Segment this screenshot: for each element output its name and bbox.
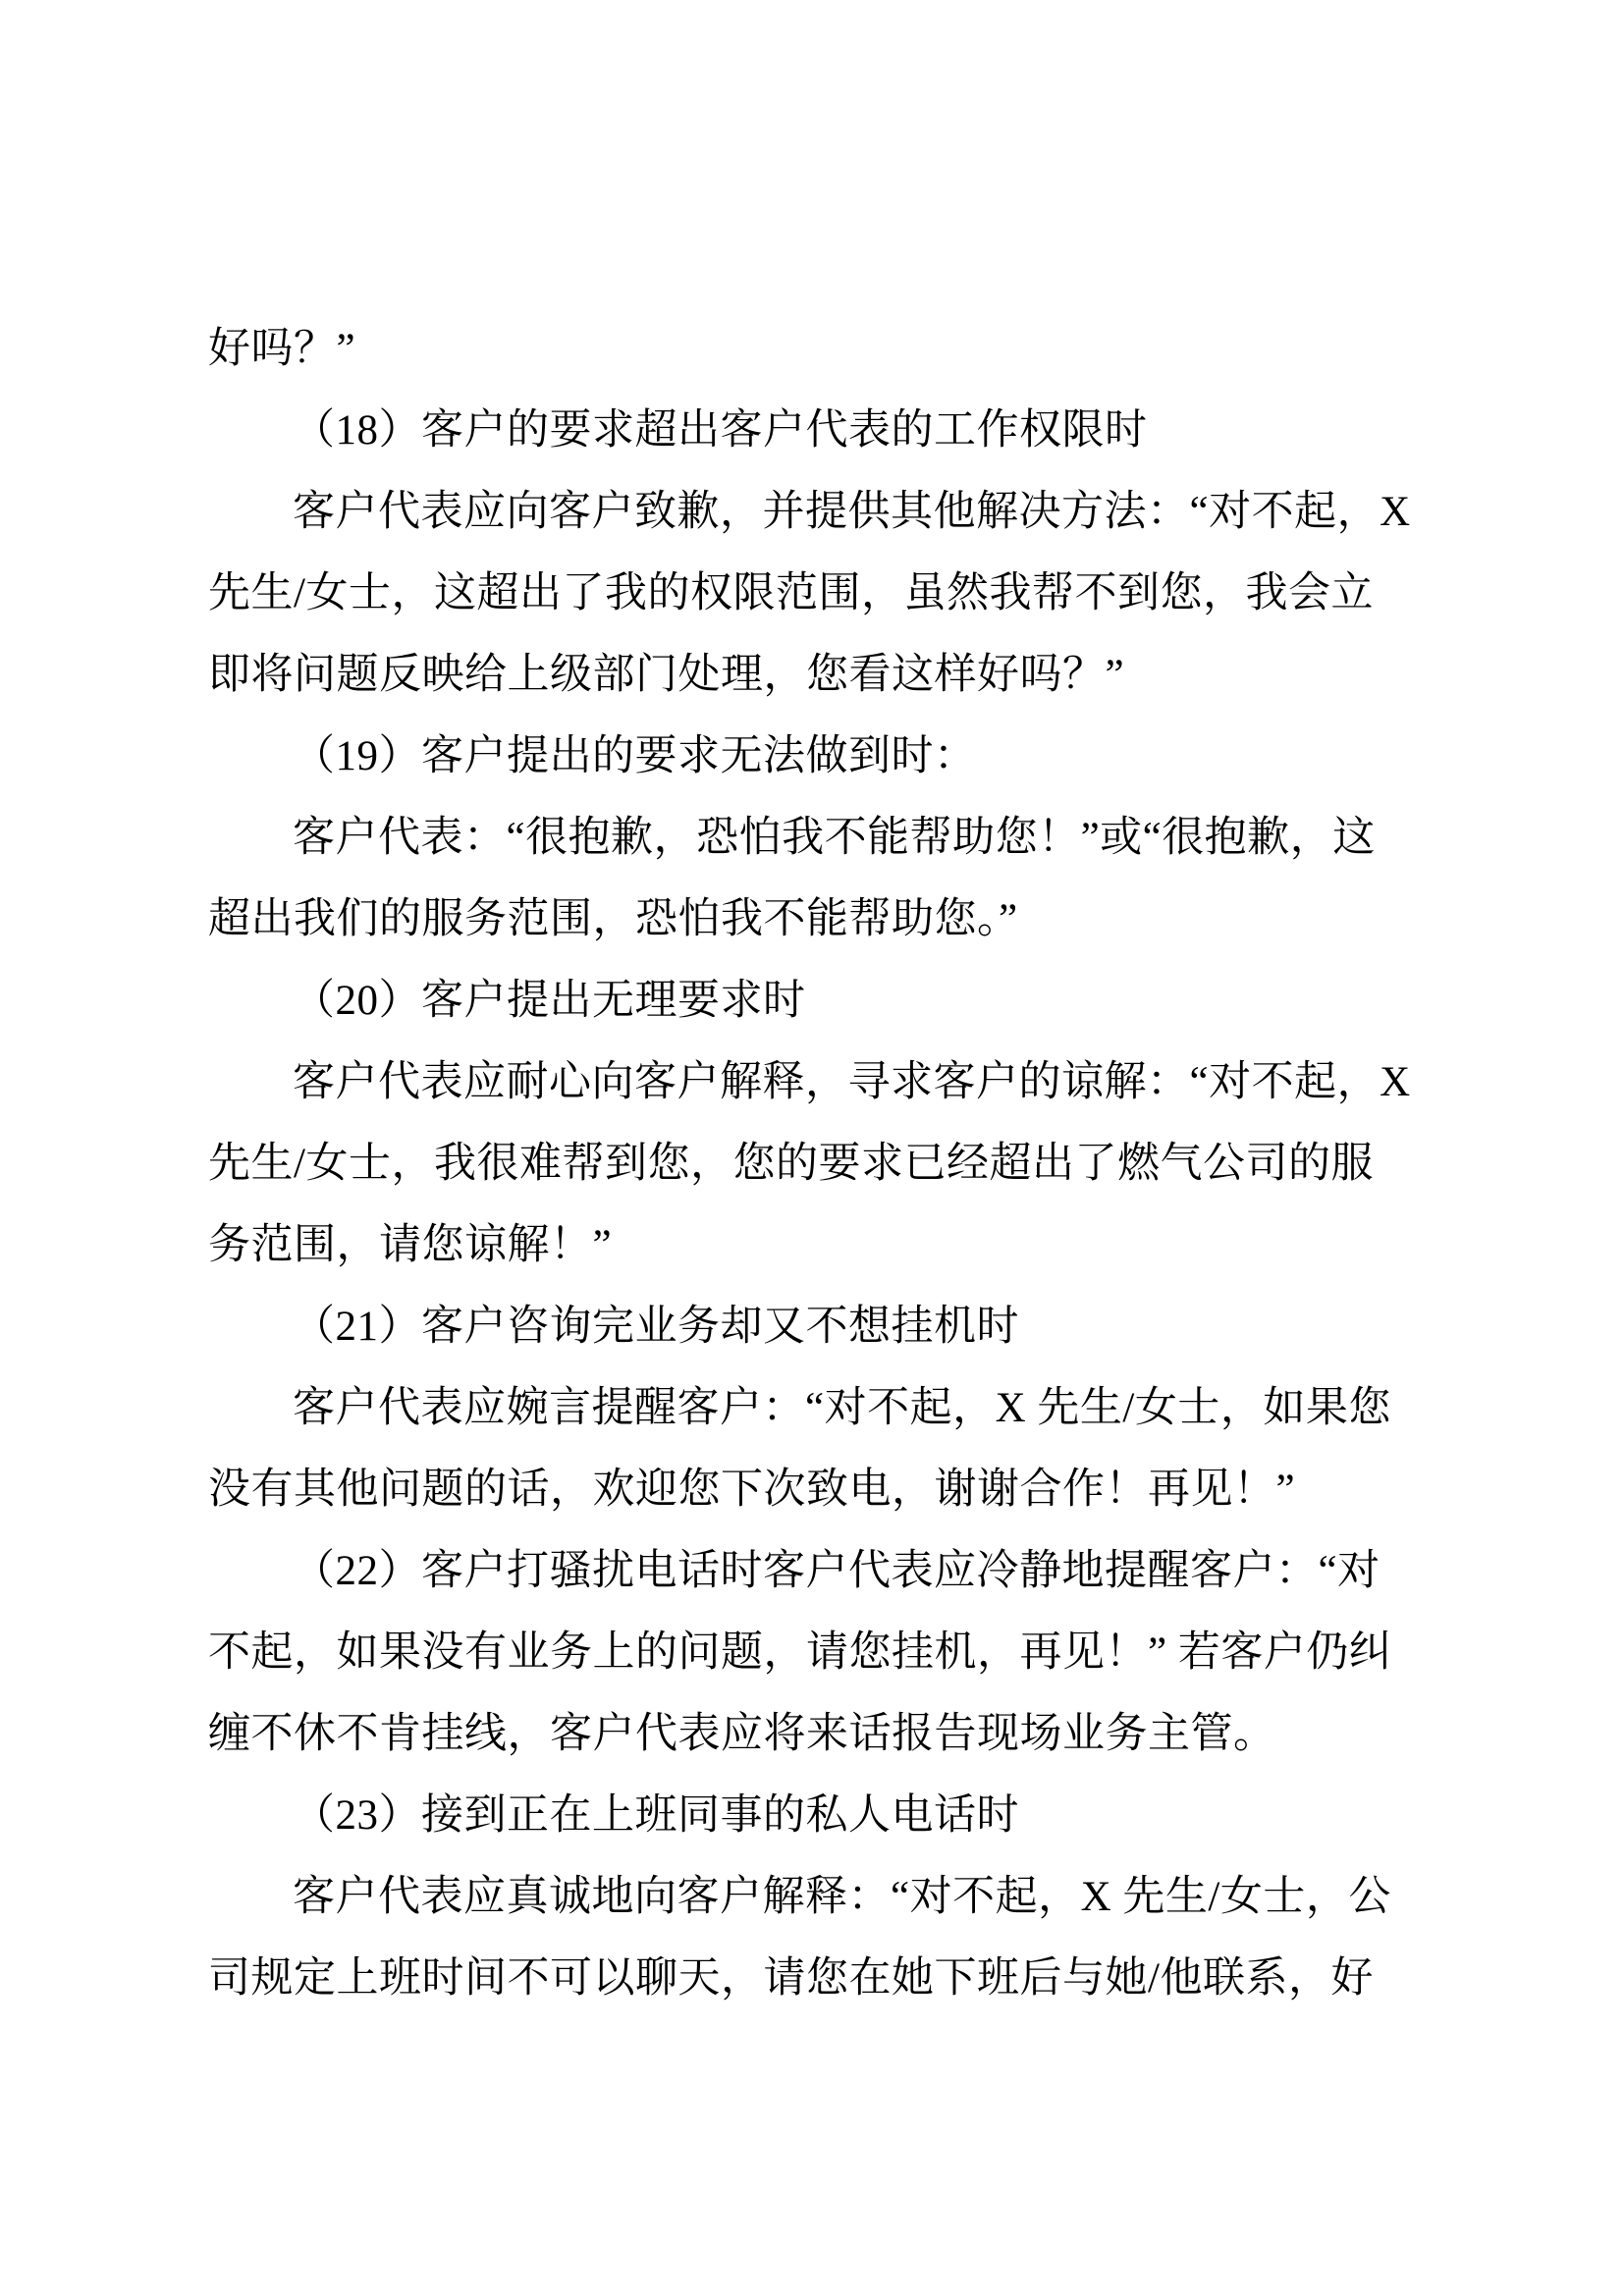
text-line: （19）客户提出的要求无法做到时： <box>293 733 977 779</box>
text-line: （22）客户打骚扰电话时客户代表应冷静地提醒客户：“对 <box>293 1548 1380 1594</box>
text-line: 司规定上班时间不可以聊天，请您在她下班后与她/他联系，好 <box>208 1955 1374 2002</box>
text-line: 客户代表应耐心向客户解释，寻求客户的谅解：“对不起，X <box>293 1059 1411 1105</box>
text-line: 客户代表应婉言提醒客户：“对不起，X 先生/女士，如果您 <box>293 1385 1391 1431</box>
text-line: 即将问题反映给上级部门处理，您看这样好吗？” <box>208 652 1125 698</box>
text-line: 没有其他问题的话，欢迎您下次致电，谢谢合作！再见！” <box>208 1467 1296 1513</box>
document-text-block <box>208 308 1447 2019</box>
text-line: 客户代表应向客户致歉，并提供其他解决方法：“对不起，X <box>293 489 1411 535</box>
text-line: 务范围，请您谅解！” <box>208 1222 613 1268</box>
text-line: 先生/女士，我很难帮到您，您的要求已经超出了燃气公司的服 <box>208 1141 1374 1187</box>
text-line: 客户代表：“很抱歉，恐怕我不能帮助您！”或“很抱歉，这 <box>293 815 1376 861</box>
text-line: 先生/女士，这超出了我的权限范围，虽然我帮不到您，我会立 <box>208 570 1374 616</box>
text-line: （23）接到正在上班同事的私人电话时 <box>293 1792 1019 1839</box>
text-line: 不起，如果没有业务上的问题，请您挂机，再见！” 若客户仍纠 <box>208 1629 1392 1676</box>
text-line: 超出我们的服务范围，恐怕我不能帮助您。” <box>208 896 1018 942</box>
text-line: （21）客户咨询完业务却又不想挂机时 <box>293 1304 1019 1350</box>
text-line: （20）客户提出无理要求时 <box>293 978 806 1024</box>
text-line: 好吗？” <box>208 326 356 372</box>
text-line: （18）客户的要求超出客户代表的工作权限时 <box>293 407 1148 454</box>
text-line: 缠不休不肯挂线，客户代表应将来话报告现场业务主管。 <box>208 1711 1276 1757</box>
text-line: 客户代表应真诚地向客户解释：“对不起，X 先生/女士，公 <box>293 1874 1391 1920</box>
